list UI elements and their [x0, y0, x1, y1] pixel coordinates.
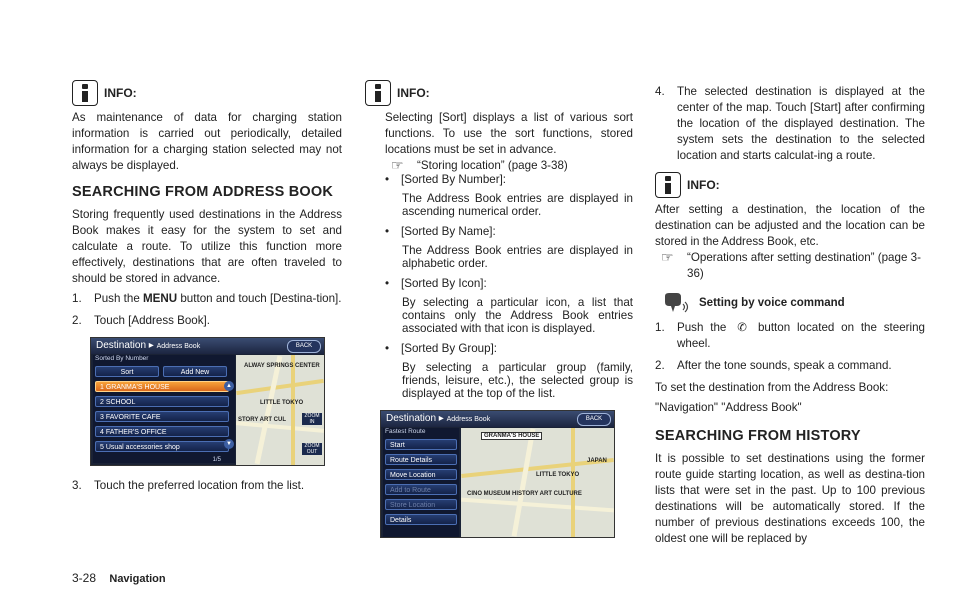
zoom-in-button[interactable]: ZOOM IN: [302, 413, 322, 425]
info-label: INFO:: [687, 178, 720, 192]
info-label: INFO:: [104, 86, 137, 100]
screen-title: Destination ▸ Address Book: [91, 338, 324, 354]
column-1: [72, 78, 342, 500]
destination-label: GRANMA'S HOUSE: [481, 432, 542, 440]
page-reference: ☞ “Operations after setting destination” (page 3-36): [661, 249, 921, 280]
add-to-route-button: Add to Route: [385, 484, 457, 495]
back-button[interactable]: BACK: [287, 340, 321, 353]
move-location-button[interactable]: Move Location: [385, 469, 457, 480]
info-header: [72, 78, 342, 108]
list-item[interactable]: 5 Usual accessories shop: [95, 441, 229, 452]
section-intro: Storing frequently used destinations in the Address Book makes it easy for the system to set and calculate a route. To utilize this function more effectively, destinations that are often traveled to should be stored in advance.: [72, 208, 342, 285]
map-area: [461, 428, 614, 537]
info-text: After setting a destination, the location of the destination can be adjusted and the location can be stored in the Address Book, etc.: [655, 203, 925, 248]
bullet-desc: The Address Book entries are displayed in alphabetic order.: [402, 244, 633, 270]
voice-command-text: "Navigation" "Address Book": [655, 401, 802, 414]
voice-command-header: [663, 292, 925, 314]
bullet-desc: By selecting a particular icon, a list that contains only the Address Book entries associated with that icon is displayed.: [402, 296, 633, 335]
sort-options: [385, 172, 633, 400]
route-type-label: Fastest Route: [385, 428, 426, 435]
talk-button-icon: ✆: [737, 321, 747, 334]
details-button[interactable]: Details: [385, 514, 457, 525]
pointing-hand-icon: ☞: [391, 157, 404, 173]
section-heading: SEARCHING FROM HISTORY: [655, 428, 861, 444]
bullet-desc: By selecting a particular group (family, friends, leisure, etc.), the selected group is displayed at the top of the list.: [402, 361, 633, 400]
voice-step-1: 1. Push the ✆ button located on the steering wheel.: [655, 321, 925, 350]
route-options-screenshot: [380, 410, 615, 538]
info-header: [655, 170, 925, 200]
info-icon: [655, 172, 681, 198]
step-2: 2. Touch [Address Book].: [72, 314, 210, 327]
list-item[interactable]: 3 FAVORITE CAFE: [95, 411, 229, 422]
bullet-desc: The Address Book entries are displayed in ascending numerical order.: [402, 192, 633, 218]
menu-keyword: MENU: [143, 292, 178, 305]
map-label: LITTLE TOKYO: [260, 400, 304, 406]
step-4: 4. The selected destination is displayed at the center of the map. Touch [Start] after confirming the location of the displayed destination. The system sets the destination to the selected location and starts calculat-ing a route.: [655, 85, 925, 162]
sort-intro: Selecting [Sort] displays a list of various sort functions. To use the sort functions, stored locations must be set in advance.: [385, 111, 633, 156]
list-item[interactable]: 1 GRANMA'S HOUSE: [95, 381, 229, 392]
voice-command-icon: [663, 292, 687, 314]
info-icon: [365, 80, 391, 106]
voice-intro: To set the destination from the Address Book:: [655, 381, 889, 394]
scroll-up-icon[interactable]: ▲: [224, 381, 234, 391]
map-area: [236, 355, 324, 465]
map-label: LITTLE TOKYO: [536, 472, 580, 478]
store-location-button: Store Location: [385, 499, 457, 510]
bullet-item: • [Sorted By Name]:: [385, 225, 496, 238]
map-label: ALWAY SPRINGS CENTER: [244, 363, 320, 369]
bullet-item: • [Sorted By Group]:: [385, 342, 498, 355]
page-footer: [72, 571, 166, 585]
bullet-item: • [Sorted By Number]:: [385, 173, 507, 186]
step-1: 1. Push the MENU button and touch [Destina-tion].: [72, 292, 342, 305]
pointing-hand-icon: ☞: [661, 249, 674, 265]
section-heading: SEARCHING FROM ADDRESS BOOK: [72, 184, 334, 200]
column-3: [655, 84, 925, 547]
bullet-item: • [Sorted By Icon]:: [385, 277, 487, 290]
info-icon: [72, 80, 98, 106]
page-indicator: 1/5: [212, 457, 221, 463]
map-label: STORY ART CUL: [238, 417, 287, 423]
info-label: INFO:: [397, 86, 430, 100]
address-list: [93, 355, 235, 463]
sort-label: Sorted By Number: [95, 355, 149, 362]
screen-title: Destination ▸ Address Book: [381, 411, 614, 427]
sort-button[interactable]: Sort: [95, 366, 159, 377]
address-book-screenshot: [90, 337, 325, 466]
section-name: Navigation: [109, 573, 166, 585]
list-item[interactable]: 4 FATHER'S OFFICE: [95, 426, 229, 437]
voice-command-label: Setting by voice command: [699, 297, 845, 309]
route-details-button[interactable]: Route Details: [385, 454, 457, 465]
start-button[interactable]: Start: [385, 439, 457, 450]
info-text: As maintenance of data for charging station information is carried out periodically, detailed information for a charging station selected may not always be displayed.: [72, 111, 342, 172]
route-menu: [383, 428, 459, 537]
info-header: [365, 78, 633, 108]
add-new-button[interactable]: Add New: [163, 366, 227, 377]
list-item[interactable]: 2 SCHOOL: [95, 396, 229, 407]
column-2: [365, 78, 633, 538]
map-label: CINO MUSEUM HISTORY ART CULTURE: [467, 491, 582, 497]
back-button[interactable]: BACK: [577, 413, 611, 426]
map-label: JAPAN: [587, 458, 607, 464]
zoom-out-button[interactable]: ZOOM OUT: [302, 443, 322, 455]
voice-step-2: 2. After the tone sounds, speak a command.: [655, 359, 892, 372]
history-text: It is possible to set destinations using the former route guide starting location, as well as destina-tion lists that were set in the past. Up to 100 previous destinations will be automatically stored. If the number of previous destinations exceeds 100, the oldest one will be replaced by: [655, 452, 925, 545]
step-3: 3. Touch the preferred location from the list.: [72, 479, 305, 492]
scroll-down-icon[interactable]: ▼: [224, 439, 234, 449]
page-reference: ☞ “Storing location” (page 3-38): [391, 157, 568, 173]
page-number: 3-28: [72, 571, 97, 585]
